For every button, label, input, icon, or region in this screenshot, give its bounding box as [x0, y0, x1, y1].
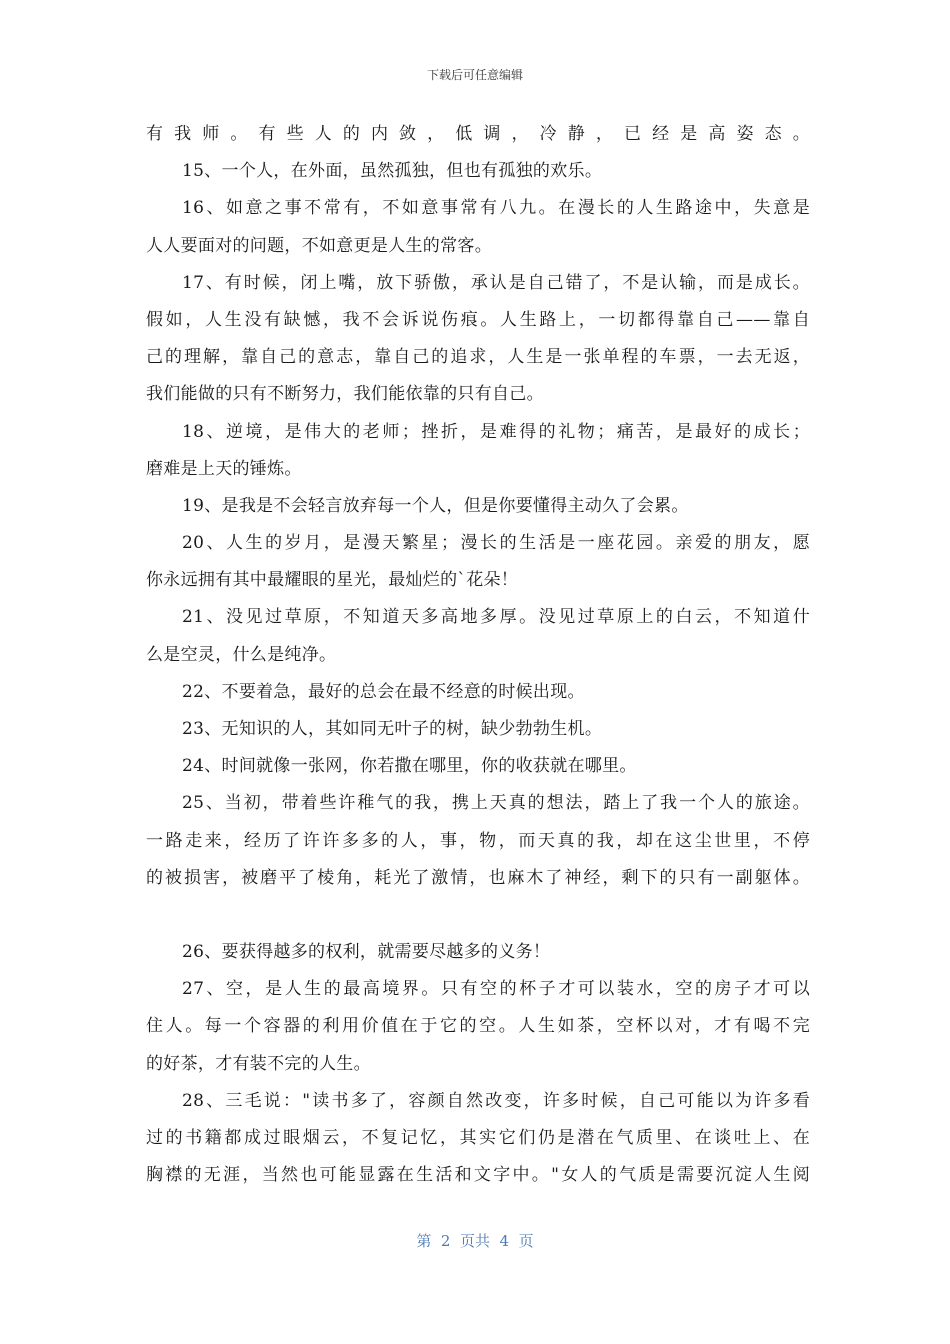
text-line: 我们能做的只有不断努力，我们能依靠的只有自己。 — [146, 384, 544, 405]
paragraph — [146, 748, 810, 785]
document-body — [146, 116, 810, 1194]
text-line: 住人。每一个容器的利用价值在于它的空。人生如茶，空杯以对，才有喝不完 — [146, 1016, 810, 1037]
blank-line — [146, 897, 810, 934]
text-line: 你永远拥有其中最耀眼的星光，最灿烂的`花朵！ — [146, 570, 519, 591]
text-line: 有我师。有些人的内敛，低调，冷静，已经是高姿态。 — [146, 124, 810, 144]
text-line: 19、是我是不会轻言放弃每一个人，但是你要懂得主动久了会累。 — [182, 495, 689, 516]
text-line: 18、逆境，是伟大的老师；挫折，是难得的礼物；痛苦，是最好的成长； — [182, 421, 810, 442]
text-line: 己的理解，靠自己的意志，靠自己的追求，人生是一张单程的车票，一去无返， — [146, 347, 810, 368]
paragraph — [146, 414, 810, 488]
paragraph — [146, 599, 810, 673]
text-line: 一路走来，经历了许许多多的人，事，物，而天真的我，却在这尘世里，不停 — [146, 830, 810, 851]
text-line: 的被损害，被磨平了棱角，耗光了激情，也麻木了神经，剩下的只有一副躯体。 — [146, 867, 810, 888]
paragraph — [146, 525, 810, 599]
text-line: 21、没见过草原，不知道天多高地多厚。没见过草原上的白云，不知道什 — [182, 607, 810, 628]
paragraph — [146, 971, 810, 1083]
text-line: 的好茶，才有装不完的人生。 — [146, 1053, 371, 1074]
paragraph — [146, 1083, 810, 1195]
text-line: 27、空，是人生的最高境界。只有空的杯子才可以装水，空的房子才可以 — [182, 979, 810, 1000]
text-line: 么是空灵，什么是纯净。 — [146, 644, 337, 665]
text-line: 17、有时候，闭上嘴，放下骄傲，承认是自己错了，不是认输，而是成长。 — [182, 272, 810, 293]
paragraph — [146, 785, 810, 897]
paragraph — [146, 711, 810, 748]
paragraph — [146, 190, 810, 264]
paragraph — [146, 116, 810, 153]
text-line: 23、无知识的人，其如同无叶子的树，缺少勃勃生机。 — [182, 719, 603, 739]
paragraph — [146, 265, 810, 414]
paragraph — [146, 934, 810, 971]
text-line: 20、人生的岁月，是漫天繁星；漫长的生活是一座花园。亲爱的朋友，愿 — [182, 533, 810, 554]
text-line: 磨难是上天的锤炼。 — [146, 458, 302, 479]
text-line: 人人要面对的问题，不如意更是人生的常客。 — [146, 235, 492, 256]
page-footer: 第 2 页共 4 页 — [416, 1232, 534, 1250]
text-line: 25、当初，带着些许稚气的我，携上天真的想法，踏上了我一个人的旅途。 — [182, 793, 810, 814]
text-line: 假如，人生没有缺憾，我不会诉说伤痕。人生路上，一切都得靠自己——靠自 — [146, 309, 810, 330]
text-line: 过的书籍都成过眼烟云，不复记忆，其实它们仍是潜在气质里、在谈吐上、在 — [146, 1127, 810, 1148]
paragraph — [146, 153, 810, 190]
text-line: 胸襟的无涯，当然也可能显露在生活和文字中。"女人的气质是需要沉淀人生阅 — [146, 1165, 810, 1186]
text-line: 16、如意之事不常有，不如意事常有八九。在漫长的人生路途中，失意是 — [182, 198, 810, 219]
paragraph — [146, 674, 810, 711]
text-line: 15、一个人，在外面，虽然孤独，但也有孤独的欢乐。 — [182, 161, 603, 182]
text-line: 22、不要着急，最好的总会在最不经意的时候出现。 — [182, 681, 585, 702]
text-line: 26、要获得越多的权利，就需要尽越多的义务！ — [182, 941, 551, 962]
text-line: 24、时间就像一张网，你若撒在哪里，你的收获就在哪里。 — [182, 756, 637, 777]
page-header: 下载后可任意编辑 — [426, 68, 523, 82]
text-line: 28、三毛说："读书多了，容颜自然改变，许多时候，自己可能以为许多看 — [182, 1090, 810, 1111]
paragraph — [146, 488, 810, 525]
